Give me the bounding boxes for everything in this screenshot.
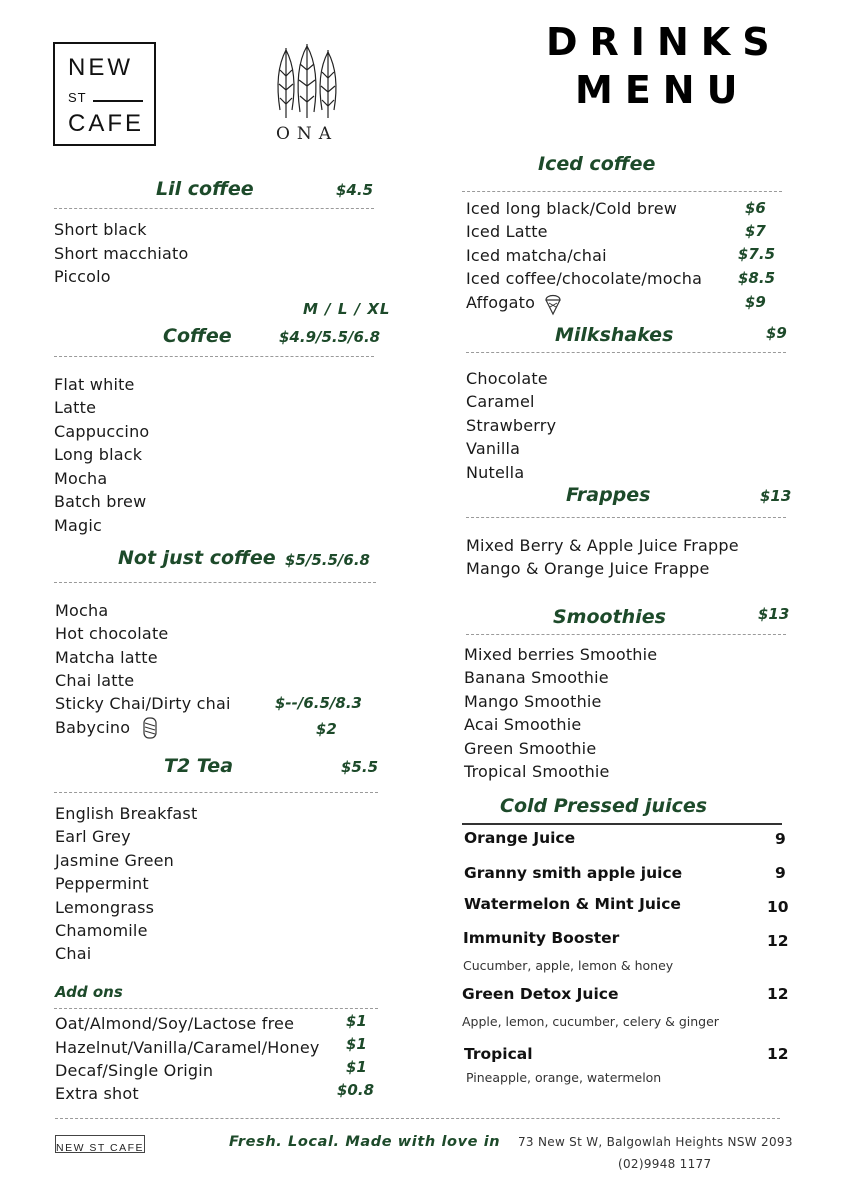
menu-item: Vanilla: [466, 439, 521, 458]
coffee-heading: Coffee: [163, 325, 232, 347]
juice-name: Watermelon & Mint Juice: [464, 895, 681, 913]
menu-item: English Breakfast: [55, 804, 198, 823]
juice-price: 9: [775, 830, 786, 848]
juice-name: Granny smith apple juice: [464, 864, 683, 882]
iced-item: Iced long black/Cold brew: [466, 199, 678, 218]
menu-item: Magic: [54, 516, 103, 535]
logo-new: NEW: [68, 54, 133, 81]
menu-item: Long black: [54, 445, 143, 464]
smoothies-price: $13: [758, 605, 790, 623]
footer-divider: [55, 1118, 780, 1119]
menu-item: Hot chocolate: [55, 624, 169, 643]
menu-item: Latte: [54, 398, 97, 417]
milkshakes-heading: Milkshakes: [555, 324, 674, 346]
menu-item: Mocha: [54, 469, 108, 488]
menu-item: Earl Grey: [55, 827, 131, 846]
logo-cafe: CAFE: [68, 110, 145, 137]
addon-price: $1: [346, 1035, 367, 1053]
ona-label: ONA: [276, 124, 339, 144]
addon-item: Oat/Almond/Soy/Lactose free: [55, 1014, 295, 1033]
menu-item: Short macchiato: [54, 244, 189, 263]
addon-item: Hazelnut/Vanilla/Caramel/Honey: [55, 1038, 320, 1057]
menu-item: Tropical Smoothie: [464, 762, 610, 781]
iced-item: Iced coffee/chocolate/mocha: [466, 269, 703, 288]
frappes-heading: Frappes: [566, 484, 651, 506]
menu-item: Mango & Orange Juice Frappe: [466, 559, 710, 578]
menu-item: Chai latte: [55, 671, 135, 690]
menu-item: Short black: [54, 220, 147, 239]
iced-item: Iced Latte: [466, 222, 548, 241]
menu-item: Mocha: [55, 601, 109, 620]
ice-cream-icon: [543, 290, 563, 316]
divider: [462, 191, 782, 192]
footer-address: 73 New St W, Balgowlah Heights NSW 2093: [518, 1135, 793, 1149]
iced-price: $8.5: [738, 269, 776, 287]
menu-title-line2: MENU: [575, 68, 750, 112]
menu-item: Sticky Chai/Dirty chai: [55, 694, 231, 713]
footer-logo-text: NEW ST CAFE: [56, 1142, 145, 1154]
babycino-price: $2: [316, 720, 337, 738]
juice-price: 10: [767, 898, 789, 916]
menu-item: Chocolate: [466, 369, 548, 388]
menu-item: Mixed berries Smoothie: [464, 645, 658, 664]
milkshakes-price: $9: [766, 324, 787, 342]
juice-price: 12: [767, 1045, 789, 1063]
menu-item: Chai: [55, 944, 92, 963]
sticky-chai-price: $--/6.5/8.3: [275, 694, 362, 712]
iced-price: $7.5: [738, 245, 776, 263]
menu-item: Mango Smoothie: [464, 692, 602, 711]
footer-phone: (02)9948 1177: [618, 1157, 712, 1171]
trees-icon: [262, 40, 352, 120]
menu-item: Jasmine Green: [55, 851, 175, 870]
divider: [54, 1008, 378, 1009]
divider: [54, 356, 374, 357]
addon-item: Decaf/Single Origin: [55, 1061, 214, 1080]
juice-description: Apple, lemon, cucumber, celery & ginger: [462, 1014, 719, 1029]
ona-logo: [262, 40, 352, 148]
cafe-logo: [53, 42, 156, 146]
iced-price: $7: [745, 222, 766, 240]
menu-item: Cappuccino: [54, 422, 150, 441]
coffee-price: $4.9/5.5/6.8: [279, 328, 381, 346]
iced-price: $6: [745, 199, 766, 217]
menu-item: Green Smoothie: [464, 739, 597, 758]
menu-item: Caramel: [466, 392, 535, 411]
juice-name: Orange Juice: [464, 829, 576, 847]
menu-item: Strawberry: [466, 416, 557, 435]
iced-price: $9: [745, 293, 766, 311]
menu-item: Banana Smoothie: [464, 668, 609, 687]
lil-coffee-heading: Lil coffee: [156, 178, 254, 200]
divider: [54, 792, 378, 793]
menu-item: Matcha latte: [55, 648, 158, 667]
footer-tagline: Fresh. Local. Made with love in: [229, 1134, 501, 1150]
addon-price: $1: [346, 1012, 367, 1030]
menu-item: Flat white: [54, 375, 135, 394]
iced-item: Affogato: [466, 293, 536, 312]
menu-item: Babycino: [55, 718, 131, 737]
menu-item: Chamomile: [55, 921, 148, 940]
divider: [462, 823, 782, 825]
menu-title-line1: DRINKS: [546, 20, 782, 64]
divider: [54, 208, 374, 209]
marshmallow-icon: [142, 717, 158, 739]
not-just-coffee-price: $5/5.5/6.8: [285, 551, 370, 569]
divider: [466, 634, 786, 635]
addon-item: Extra shot: [55, 1084, 139, 1103]
logo-st: ST: [68, 90, 87, 105]
juice-name: Tropical: [464, 1045, 533, 1063]
addon-price: $0.8: [337, 1081, 375, 1099]
menu-item: Lemongrass: [55, 898, 155, 917]
juice-name: Immunity Booster: [463, 929, 620, 947]
coffee-sizes: M / L / XL: [303, 300, 391, 318]
juice-description: Pineapple, orange, watermelon: [466, 1070, 662, 1085]
menu-item: Piccolo: [54, 267, 111, 286]
divider: [466, 517, 786, 518]
juice-price: 12: [767, 985, 789, 1003]
menu-item: Acai Smoothie: [464, 715, 582, 734]
juice-name: Green Detox Juice: [462, 985, 619, 1003]
menu-item: Batch brew: [54, 492, 147, 511]
lil-coffee-price: $4.5: [336, 181, 374, 199]
footer-logo: [55, 1135, 145, 1153]
menu-item: Mixed Berry & Apple Juice Frappe: [466, 536, 739, 555]
juice-price: 12: [767, 932, 789, 950]
divider: [466, 352, 786, 353]
not-just-coffee-heading: Not just coffee: [118, 547, 276, 569]
frappes-price: $13: [760, 487, 792, 505]
juice-description: Cucumber, apple, lemon & honey: [463, 958, 674, 973]
menu-item: Nutella: [466, 463, 525, 482]
add-ons-heading: Add ons: [55, 983, 123, 1001]
t2-tea-price: $5.5: [341, 758, 379, 776]
addon-price: $1: [346, 1058, 367, 1076]
divider: [54, 582, 376, 583]
t2-tea-heading: T2 Tea: [164, 755, 234, 777]
iced-coffee-heading: Iced coffee: [538, 153, 656, 175]
juice-price: 9: [775, 864, 786, 882]
iced-item: Iced matcha/chai: [466, 246, 607, 265]
cold-pressed-heading: Cold Pressed juices: [500, 795, 708, 817]
smoothies-heading: Smoothies: [553, 606, 666, 628]
logo-underline: [93, 100, 143, 102]
menu-item: Peppermint: [55, 874, 149, 893]
